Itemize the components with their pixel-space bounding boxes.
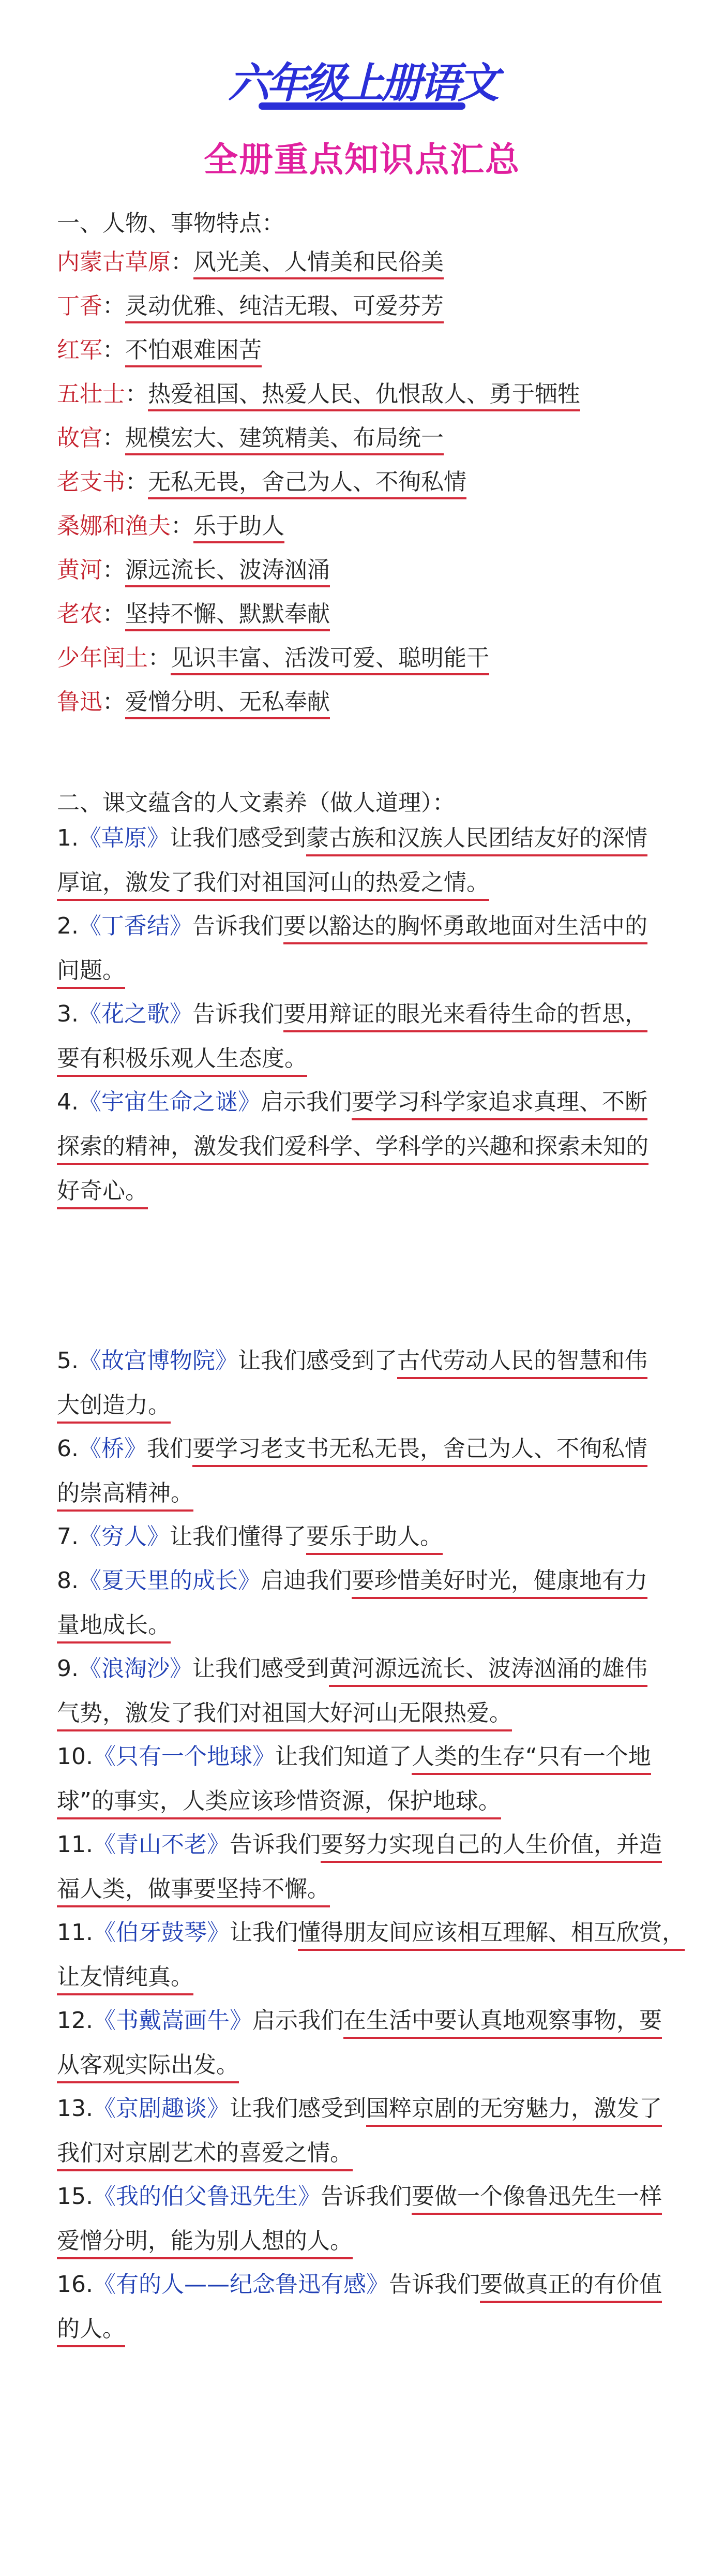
lesson-line (57, 2314, 667, 2358)
lesson-lesson: 福人类，做事要坚持不懈。 (57, 1876, 330, 1907)
trait-name: 鲁迅 (57, 689, 102, 715)
lesson-line (57, 1390, 667, 1434)
trait-desc: 乐于助人 (193, 513, 284, 543)
lesson-lesson: 我们对京剧艺术的喜爱之情。 (57, 2140, 353, 2171)
trait-desc: 规模宏大、建筑精美、布局统一 (125, 425, 444, 455)
trait-row (57, 683, 330, 716)
lesson-title: 《书戴嵩画牛》 (93, 2007, 252, 2034)
lesson-line (57, 2226, 667, 2270)
lesson-verb: 让我们感受到 (169, 825, 306, 851)
lesson-lesson: 的崇高精神。 (57, 1480, 193, 1512)
trait-name: 黄河 (57, 557, 102, 583)
item-number: 11. (57, 1831, 93, 1858)
lesson-item (57, 823, 667, 912)
lesson-line (57, 867, 667, 912)
lesson-item (57, 911, 667, 1000)
colon: ： (102, 689, 125, 715)
lesson-lesson: 要学习科学家追求真理、不断 (352, 1089, 647, 1120)
lesson-verb: 我们 (146, 1435, 192, 1462)
lesson-lesson: 古代劳动人民的智慧和伟 (397, 1348, 647, 1379)
lesson-lesson: 气势，激发了我们对祖国大好河山无限热爱。 (57, 1700, 512, 1731)
lesson-verb: 让我们感受到了 (237, 1348, 397, 1374)
lesson-lesson: 量地成长。 (57, 1612, 171, 1644)
colon: ： (102, 601, 125, 627)
lesson-line (57, 1043, 667, 1088)
lesson-item (57, 2093, 667, 2182)
lesson-item (57, 1829, 667, 1918)
lesson-item (57, 1917, 685, 2006)
item-number: 6. (57, 1435, 79, 1462)
lesson-line (57, 1962, 667, 2006)
lesson-lesson: 懂得朋友间应该相互理解、相互欣赏， (298, 1919, 685, 1951)
lesson-line (57, 1131, 667, 1176)
lesson-line (57, 1176, 667, 1220)
lesson-line (57, 1653, 667, 1698)
lesson-title: 《京剧趣谈》 (93, 2095, 230, 2122)
lesson-line (57, 1610, 667, 1654)
lesson-lesson: 蒙古族和汉族人民团结友好的深情 (306, 825, 647, 856)
trait-row (57, 287, 444, 320)
lesson-item (57, 1521, 667, 1566)
lesson-verb: 启示我们 (260, 1089, 352, 1115)
lesson-item (57, 1087, 667, 1220)
lesson-lesson: 要用辩证的眼光来看待生命的哲思， (283, 1001, 647, 1032)
lesson-lesson: 大创造力。 (57, 1392, 171, 1424)
trait-row (57, 595, 330, 628)
lesson-lesson: 要学习老支书无私无畏，舍己为人、不徇私情 (192, 1435, 647, 1467)
lesson-item (57, 1741, 667, 1830)
lesson-line (57, 955, 667, 1000)
lesson-lesson: 人类的生存“只有一个地 (412, 1743, 651, 1775)
trait-desc: 不怕艰难困苦 (125, 337, 262, 367)
trait-name: 少年闰土 (57, 645, 148, 671)
lesson-verb: 告诉我们 (388, 2271, 480, 2298)
lesson-title: 《宇宙生命之谜》 (78, 1089, 261, 1115)
section2-heading: 二、课文蕴含的人文素养（做人道理）： (57, 790, 455, 816)
colon: ： (102, 557, 125, 583)
lesson-lesson: 要做一个像鲁迅先生一样 (412, 2183, 662, 2215)
trait-desc: 源远流长、波涛汹涌 (125, 557, 330, 587)
lesson-line (57, 823, 667, 867)
lesson-line (57, 1521, 667, 1566)
lesson-verb: 让我们 (229, 1919, 298, 1946)
lesson-title: 《丁香结》 (78, 913, 192, 939)
lesson-verb: 让我们感受到 (229, 2095, 366, 2122)
item-number: 16. (57, 2271, 93, 2298)
trait-row (57, 419, 444, 452)
trait-desc: 风光美、人情美和民俗美 (193, 249, 444, 279)
item-number: 1. (57, 825, 79, 851)
lesson-title: 《故宫博物院》 (78, 1348, 238, 1374)
trait-desc: 热爱祖国、热爱人民、仇恨敌人、勇于牺牲 (148, 381, 580, 411)
trait-row (57, 507, 284, 540)
colon: ： (171, 513, 193, 539)
lesson-title: 《穷人》 (78, 1523, 170, 1550)
item-number: 11. (57, 1919, 93, 1946)
trait-desc: 无私无畏，舍己为人、不徇私情 (148, 469, 466, 499)
lesson-line (57, 2181, 667, 2226)
lesson-line (57, 1565, 667, 1610)
lesson-line (57, 1786, 667, 1830)
trait-row (57, 463, 466, 496)
lesson-verb: 启迪我们 (260, 1567, 352, 1594)
lesson-line (57, 1917, 685, 1962)
colon: ： (148, 645, 171, 671)
item-number: 9. (57, 1655, 79, 1682)
lesson-verb: 让我们知道了 (275, 1743, 412, 1770)
trait-name: 红军 (57, 337, 102, 363)
lesson-lesson: 球”的事实，人类应该珍惜资源，保护地球。 (57, 1788, 501, 1819)
lesson-line (57, 2138, 667, 2182)
lesson-lesson: 的人。 (57, 2316, 125, 2347)
lesson-lesson: 要珍惜美好时光，健康地有力 (352, 1567, 647, 1599)
item-number: 2. (57, 913, 79, 939)
lesson-item (57, 1565, 667, 1654)
lesson-line (57, 2005, 667, 2050)
trait-row (57, 551, 330, 584)
trait-desc: 见识丰富、活泼可爱、聪明能干 (171, 645, 489, 675)
lesson-title: 《青山不老》 (93, 1831, 230, 1858)
logo-graphic (228, 41, 496, 119)
trait-name: 故宫 (57, 425, 102, 451)
lesson-item (57, 2181, 667, 2270)
lesson-line (57, 1345, 667, 1390)
colon: ： (125, 381, 148, 407)
trait-row (57, 375, 580, 408)
lesson-verb: 启示我们 (252, 2007, 343, 2034)
lesson-lesson: 黄河源远流长、波涛汹涌的雄伟 (329, 1655, 647, 1687)
lesson-line (57, 999, 667, 1043)
trait-row (57, 639, 489, 672)
item-number: 8. (57, 1567, 79, 1594)
trait-name: 内蒙古草原 (57, 249, 171, 275)
lesson-line (57, 1478, 667, 1522)
trait-name: 老支书 (57, 469, 125, 495)
lesson-lesson: 国粹京剧的无穷魅力，激发了 (366, 2095, 662, 2127)
lesson-title: 《夏天里的成长》 (78, 1567, 261, 1594)
item-number: 15. (57, 2183, 93, 2210)
lesson-title: 《花之歌》 (78, 1001, 192, 1027)
lesson-line (57, 911, 667, 955)
lesson-lesson: 让友情纯真。 (57, 1964, 193, 1995)
trait-desc: 爱憎分明、无私奉献 (125, 689, 330, 719)
lesson-lesson: 要努力实现自己的人生价值，并造 (321, 1831, 662, 1863)
lesson-line (57, 1698, 667, 1742)
lesson-line (57, 2050, 667, 2094)
lesson-lesson: 好奇心。 (57, 1178, 148, 1209)
lesson-lesson: 从客观实际出发。 (57, 2052, 239, 2083)
lesson-lesson: 问题。 (57, 957, 125, 989)
trait-desc: 坚持不懈、默默奉献 (125, 601, 330, 631)
lesson-verb: 告诉我们 (229, 1831, 321, 1858)
lesson-lesson: 要以豁达的胸怀勇敢地面对生活中的 (283, 913, 647, 944)
trait-row (57, 243, 444, 276)
lesson-item (57, 1653, 667, 1742)
lesson-lesson: 探索的精神，激发我们爱科学、学科学的兴趣和探索未知的 (57, 1133, 648, 1165)
item-number: 10. (57, 1743, 93, 1770)
lesson-item (57, 2005, 667, 2094)
item-number: 4. (57, 1089, 79, 1115)
lesson-title: 《只有一个地球》 (93, 1743, 275, 1770)
item-number: 5. (57, 1348, 79, 1374)
lesson-lesson: 要做真正的有价值 (480, 2271, 662, 2303)
lesson-verb: 让我们感受到 (192, 1655, 329, 1682)
item-number: 7. (57, 1523, 79, 1550)
lesson-item (57, 1433, 667, 1522)
lesson-item (57, 2269, 667, 2358)
lesson-line (57, 1087, 667, 1131)
trait-name: 老农 (57, 601, 102, 627)
logo-text: 六年级上册语文 (228, 59, 496, 107)
lesson-verb: 告诉我们 (320, 2183, 412, 2210)
trait-name: 桑娜和渔夫 (57, 513, 171, 539)
logo (0, 41, 724, 119)
lesson-title: 《桥》 (78, 1435, 147, 1462)
lesson-title: 《草原》 (78, 825, 170, 851)
lesson-lesson: 爱憎分明，能为别人想的人。 (57, 2228, 353, 2259)
lesson-title: 《有的人——纪念鲁迅有感》 (93, 2271, 389, 2298)
lesson-lesson: 要乐于助人。 (306, 1523, 443, 1555)
lesson-line (57, 2093, 667, 2138)
trait-row (57, 331, 262, 364)
lesson-line (57, 2269, 667, 2314)
lesson-verb: 让我们懂得了 (169, 1523, 306, 1550)
lesson-verb: 告诉我们 (192, 1001, 283, 1027)
colon: ： (171, 249, 193, 275)
lesson-item (57, 1345, 667, 1434)
lesson-line (57, 1741, 667, 1786)
lesson-line (57, 1829, 667, 1874)
trait-name: 五壮士 (57, 381, 125, 407)
colon: ： (102, 425, 125, 451)
trait-desc: 灵动优雅、纯洁无瑕、可爱芬芳 (125, 293, 444, 323)
lesson-lesson: 要有积极乐观人生态度。 (57, 1045, 307, 1077)
item-number: 3. (57, 1001, 79, 1027)
lesson-line (57, 1433, 667, 1478)
item-number: 12. (57, 2007, 93, 2034)
lesson-line (57, 1874, 667, 1918)
colon: ： (102, 293, 125, 319)
lesson-lesson: 在生活中要认真地观察事物，要 (343, 2007, 662, 2039)
page-title: 全册重点知识点汇总 (204, 140, 520, 180)
colon: ： (102, 337, 125, 363)
lesson-verb: 告诉我们 (192, 913, 283, 939)
lesson-title: 《我的伯父鲁迅先生》 (93, 2183, 321, 2210)
item-number: 13. (57, 2095, 93, 2122)
trait-name: 丁香 (57, 293, 102, 319)
colon: ： (125, 469, 148, 495)
lesson-title: 《伯牙鼓琴》 (93, 1919, 230, 1946)
lesson-title: 《浪淘沙》 (78, 1655, 192, 1682)
lesson-lesson: 厚谊，激发了我们对祖国河山的热爱之情。 (57, 869, 489, 901)
lesson-item (57, 999, 667, 1088)
section1-heading: 一、人物、事物特点： (57, 210, 284, 236)
